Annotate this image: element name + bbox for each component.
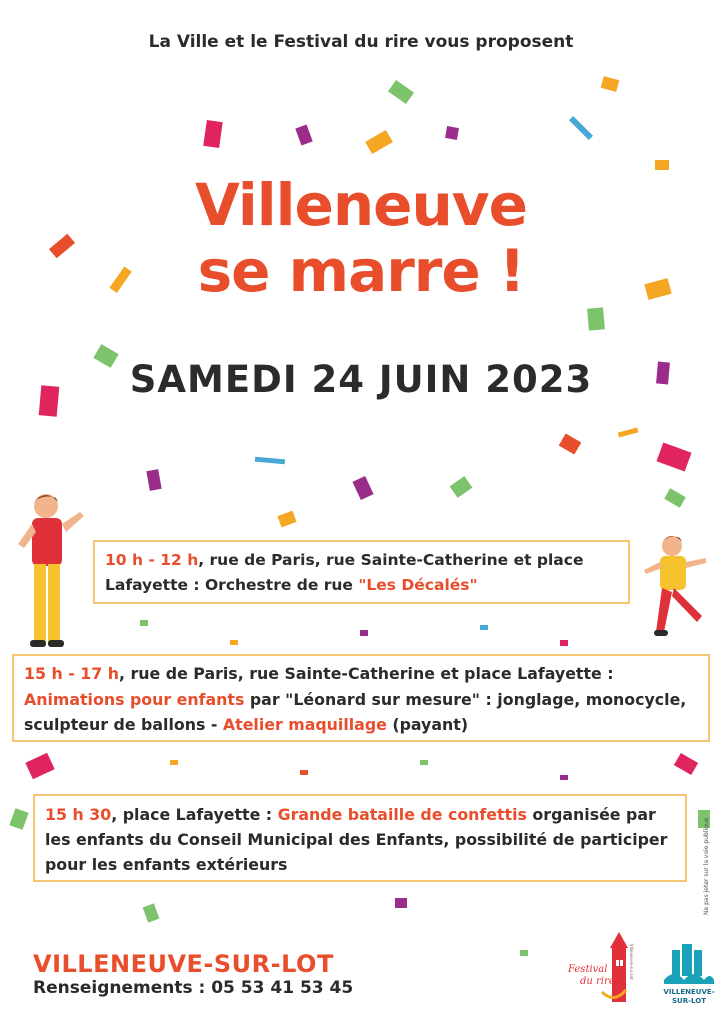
confetti <box>559 433 582 454</box>
event-box-1 <box>93 540 630 604</box>
event-3-text-2: organisée par les enfants du Conseil Municipal des Enfants, possibilité de participer pour les enfants extérieurs <box>45 805 668 874</box>
confetti <box>480 625 488 630</box>
event-2-highlight-2: Atelier maquillage <box>222 715 387 734</box>
festival-logo-sub: Villeneuve-sur-Lot <box>629 944 634 980</box>
event-3-time: 15 h 30 <box>45 805 112 824</box>
city-logo <box>660 940 718 1010</box>
confetti <box>520 950 528 956</box>
confetti <box>255 457 285 465</box>
confetti <box>674 753 698 775</box>
tagline: La Ville et le Festival du rire vous proposent <box>148 32 574 52</box>
title-line-2: se marre ! <box>197 237 525 305</box>
man-illustration <box>8 492 98 652</box>
event-box-2 <box>12 654 710 742</box>
confetti <box>420 760 428 765</box>
festival-logo-line-1: Festival <box>568 964 608 975</box>
confetti <box>560 640 568 646</box>
title-line-1: Villeneuve <box>195 171 527 239</box>
boy-illustration <box>642 532 712 652</box>
festival-logo <box>562 930 642 1010</box>
confetti <box>143 903 160 922</box>
confetti <box>656 442 691 471</box>
confetti <box>360 630 368 636</box>
confetti <box>664 488 686 507</box>
event-1-text: , rue de Paris, rue Sainte-Catherine et place Lafayette : Orchestre de rue <box>105 551 584 594</box>
confetti <box>352 476 373 500</box>
city-logo-text: VILLENEUVE-SUR-LOT <box>663 988 715 1005</box>
confetti <box>203 120 222 148</box>
event-3-highlight: Grande bataille de confettis <box>277 805 527 824</box>
confetti <box>445 126 459 140</box>
event-2-text-3: (payant) <box>386 715 469 734</box>
contact-info: Renseignements : 05 53 41 53 45 <box>33 978 354 998</box>
event-box-3 <box>33 794 687 882</box>
confetti <box>601 76 620 92</box>
confetti <box>230 640 238 645</box>
event-3-text: , place Lafayette : <box>111 805 278 824</box>
event-1-highlight: "Les Décalés" <box>358 576 478 594</box>
confetti <box>365 130 393 154</box>
event-date: SAMEDI 24 JUIN 2023 <box>129 358 593 401</box>
confetti <box>388 80 414 104</box>
event-2-highlight-1: Animations pour enfants <box>24 689 245 709</box>
city-bridge-icon <box>660 940 718 990</box>
confetti <box>395 898 407 908</box>
event-2-text-2: par "Léonard sur mesure" : jonglage, monocycle, sculpteur de ballons - <box>24 689 687 734</box>
event-title <box>0 172 722 304</box>
event-2-time: 15 h - 17 h <box>24 664 120 683</box>
confetti <box>618 427 639 437</box>
confetti <box>560 775 568 780</box>
confetti <box>170 760 178 765</box>
confetti <box>655 160 669 170</box>
city-name: VILLENEUVE-SUR-LOT <box>33 950 334 978</box>
confetti <box>295 124 312 145</box>
confetti <box>277 511 296 528</box>
confetti <box>587 307 605 330</box>
confetti <box>300 770 308 775</box>
confetti <box>9 808 28 830</box>
event-1-time: 10 h - 12 h <box>105 551 199 569</box>
confetti <box>450 476 473 498</box>
confetti <box>25 753 54 779</box>
confetti <box>569 116 593 140</box>
festival-logo-line-2: du rire <box>580 976 615 987</box>
confetti <box>140 620 148 626</box>
confetti <box>146 469 161 491</box>
event-2-text: , rue de Paris, rue Sainte-Catherine et place Lafayette : <box>119 664 614 683</box>
legal-notice: Ne pas jeter sur la voie publique <box>703 817 710 915</box>
